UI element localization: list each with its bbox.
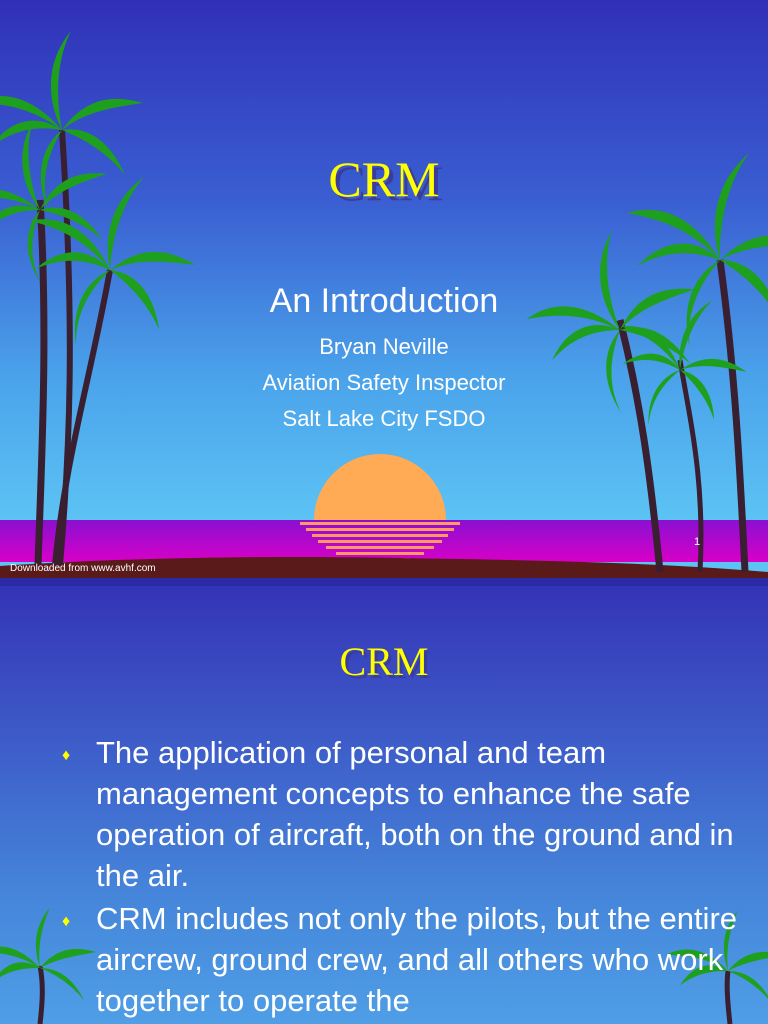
sunset-icon [314, 454, 446, 520]
diamond-bullet-icon: ♦ [62, 747, 71, 764]
slide-title: CRM [339, 639, 429, 684]
diamond-bullet-icon: ♦ [62, 913, 71, 930]
list-item [62, 898, 762, 1021]
bullet-list [62, 732, 762, 1023]
presenter-name: Bryan Neville [319, 334, 449, 359]
list-item [62, 732, 762, 896]
page-number: 1 [694, 536, 701, 548]
bullet-text: CRM includes not only the pilots, but the entire aircrew, ground crew, and all others who work together to operate the [96, 901, 738, 1018]
slide-divider [0, 578, 768, 586]
presenter-role: Aviation Safety Inspector [262, 370, 506, 395]
slide-subtitle: An Introduction [269, 282, 499, 320]
source-note: Downloaded from www.avhf.com [10, 563, 156, 574]
content-slide [0, 586, 768, 1024]
bullet-text: The application of personal and team management concepts to enhance the safe operation of aircraft, both on the ground and in the air. [96, 735, 734, 893]
slide-title: CRM [328, 151, 440, 207]
presenter-office: Salt Lake City FSDO [282, 406, 486, 431]
